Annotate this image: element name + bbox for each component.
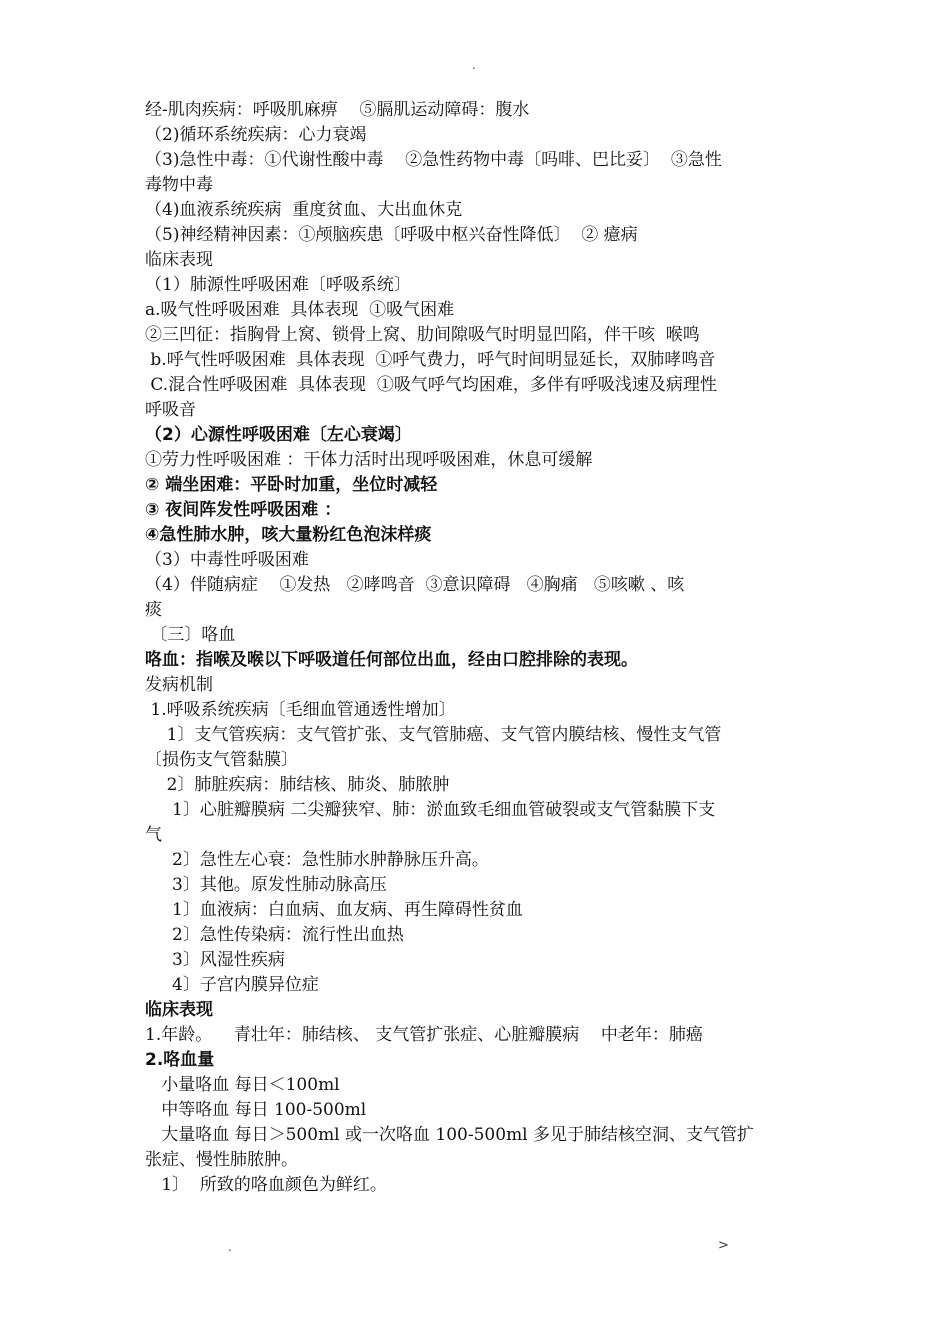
text-line: ③ 夜间阵发性呼吸困难 ： <box>145 500 342 520</box>
text-line: ②三凹征：指胸骨上窝、锁骨上窝、肋间隙吸气时明显凹陷，伴干咳 喉鸣 <box>145 325 700 345</box>
text-line: 1〕心脏瓣膜病 二尖瓣狭窄、肺：淤血致毛细血管破裂或支气管黏膜下支 <box>145 800 716 820</box>
text-line: 气 <box>145 825 162 845</box>
document-body <box>145 98 817 1198</box>
text-line: 毒物中毒 <box>145 175 213 195</box>
text-line: 3〕其他。原发性肺动脉高压 <box>145 875 387 895</box>
text-line: 咯血：指喉及喉以下呼吸道任何部位出血，经由口腔排除的表现。 <box>145 650 638 670</box>
text-line: ② 端坐困难：平卧时加重，坐位时减轻 <box>145 475 438 495</box>
text-line: （3）中毒性呼吸困难 <box>145 550 309 570</box>
text-line: 临床表现 <box>145 1000 213 1020</box>
text-line: 临床表现 <box>145 250 213 270</box>
text-line: 2〕急性左心衰：急性肺水肿静脉压升高。 <box>145 850 489 870</box>
text-line: 小量咯血 每日＜100ml <box>145 1075 340 1095</box>
text-line: ①劳力性呼吸困难 ：干体力活时出现呼吸困难，休息可缓解 <box>145 450 593 470</box>
text-line: a.吸气性呼吸困难 具体表现 ①吸气困难 <box>145 300 455 320</box>
text-line: 张症、慢性肺脓肿。 <box>145 1150 298 1170</box>
header-mark: . <box>472 58 476 72</box>
text-line: 1〕血液病：白血病、血友病、再生障碍性贫血 <box>145 900 523 920</box>
text-line: 发病机制 <box>145 675 213 695</box>
text-line: b.呼气性呼吸困难 具体表现 ①呼气费力，呼气时间明显延长，双肺哮鸣音 <box>145 350 716 370</box>
footer-left-mark: . <box>228 1240 232 1254</box>
text-line: 中等咯血 每日 100-500ml <box>145 1100 367 1120</box>
text-line: 4〕子宫内膜异位症 <box>145 975 319 995</box>
text-line: （2）心源性呼吸困难〔左心衰竭〕 <box>145 425 412 445</box>
text-line: 3〕风湿性疾病 <box>145 950 285 970</box>
footer-right-mark: > <box>718 1238 729 1253</box>
text-line: ④急性肺水肿，咳大量粉红色泡沫样痰 <box>145 525 432 545</box>
text-line: 痰 <box>145 600 162 620</box>
text-line: 〔三〕咯血 <box>145 625 236 645</box>
text-line: 经-肌肉疾病：呼吸肌麻痹 ⑤膈肌运动障碍：腹水 <box>145 100 530 120</box>
text-line: （1）肺源性呼吸困难〔呼吸系统〕 <box>145 275 411 295</box>
text-line: （3)急性中毒：①代谢性酸中毒 ②急性药物中毒〔吗啡、巴比妥〕 ③急性 <box>145 150 722 170</box>
text-line: 大量咯血 每日＞500ml 或一次咯血 100-500ml 多见于肺结核空洞、支气管扩 <box>145 1125 755 1145</box>
text-line: 1.呼吸系统疾病〔毛细血管通透性增加〕 <box>145 700 456 720</box>
text-line: C.混合性呼吸困难 具体表现 ①吸气呼气均困难，多伴有呼吸浅速及病理性 <box>145 375 717 395</box>
text-line: 2.咯血量 <box>145 1050 215 1070</box>
text-line: 2〕肺脏疾病：肺结核、肺炎、肺脓肿 <box>145 775 450 795</box>
text-line: 呼吸音 <box>145 400 196 420</box>
text-line: （4）伴随病症 ①发热 ②哮鸣音 ③意识障碍 ④胸痛 ⑤咳嗽 、咳 <box>145 575 685 595</box>
text-line: 1.年龄。 青壮年：肺结核、 支气管扩张症、心脏瓣膜病 中老年：肺癌 <box>145 1025 703 1045</box>
text-line: 〔损伤支气管黏膜〕 <box>145 750 298 770</box>
text-line: （4)血液系统疾病 重度贫血、大出血休克 <box>145 200 463 220</box>
text-line: （2)循环系统疾病：心力衰竭 <box>145 125 367 145</box>
text-line: 1〕支气管疾病：支气管扩张、支气管肺癌、支气管内膜结核、慢性支气管 <box>145 725 722 745</box>
text-line: 1〕 所致的咯血颜色为鲜红。 <box>145 1175 387 1195</box>
text-line: 2〕急性传染病：流行性出血热 <box>145 925 404 945</box>
text-line: （5)神经精神因素：①颅脑疾患〔呼吸中枢兴奋性降低〕 ② 癔病 <box>145 225 638 245</box>
